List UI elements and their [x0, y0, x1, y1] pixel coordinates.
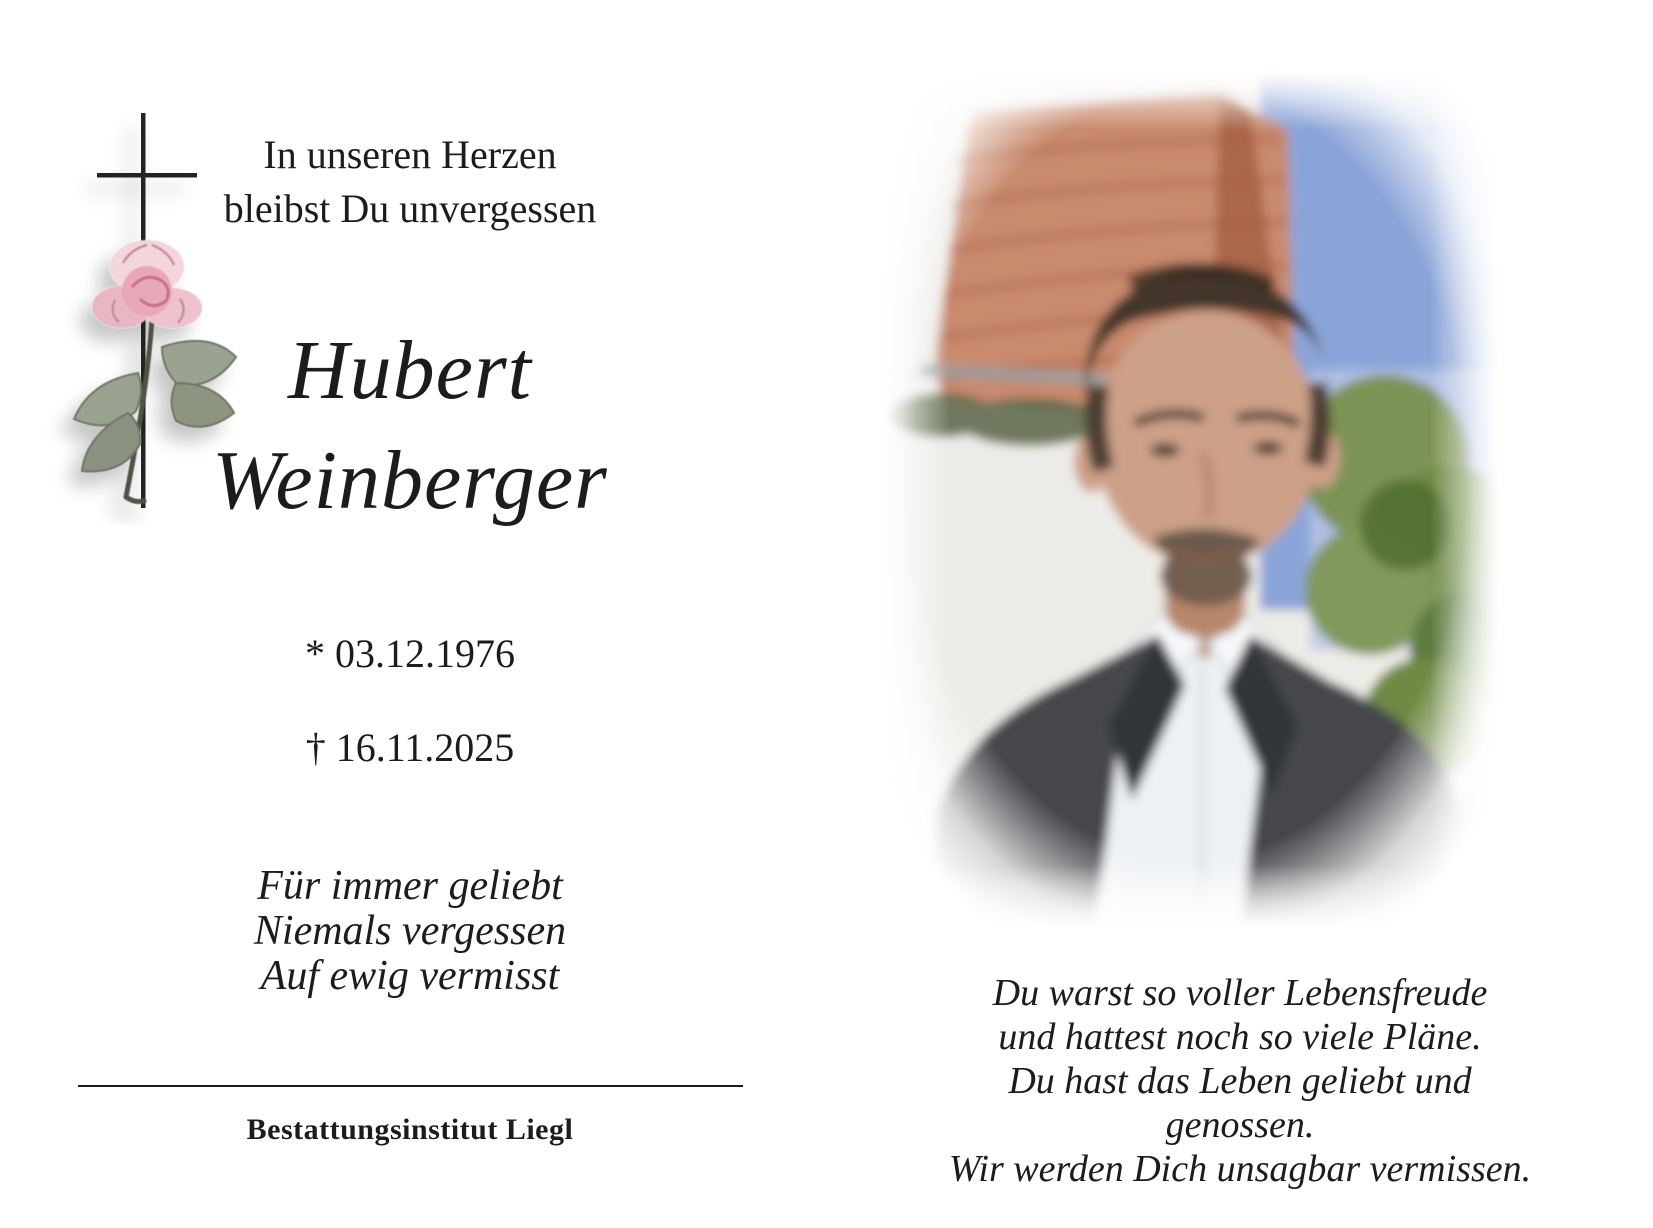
- portrait-photo-svg: [880, 70, 1500, 930]
- birth-date: * 03.12.1976: [305, 631, 515, 676]
- right-verse-line-2: und hattest noch so viele Pläne.: [998, 1016, 1482, 1058]
- death-date: † 16.11.2025: [305, 725, 515, 770]
- right-verse-line-3: Du hast das Leben geliebt und genossen.: [1008, 1060, 1472, 1146]
- deceased-last-name: Weinberger: [212, 434, 608, 527]
- right-verse-line-4: Wir werden Dich unsagbar vermissen.: [948, 1148, 1532, 1190]
- left-verse-line-3: Auf ewig vermisst: [260, 953, 560, 999]
- deceased-first-name: Hubert: [288, 324, 532, 417]
- right-verse-line-1: Du warst so voller Lebensfreude: [992, 972, 1488, 1014]
- portrait-photo: [880, 70, 1500, 930]
- funeral-home-name: Bestattungsinstitut Liegl: [246, 1113, 574, 1146]
- header-line-2: bleibst Du unvergessen: [223, 186, 597, 231]
- left-verse: [110, 864, 710, 999]
- right-verse: [930, 971, 1550, 1191]
- left-verse-line-1: Für immer geliebt: [257, 863, 563, 909]
- deceased-name: [80, 316, 740, 536]
- header-line-1: In unseren Herzen: [263, 132, 557, 177]
- left-verse-line-2: Niemals vergessen: [253, 908, 567, 954]
- header-text: [110, 128, 710, 236]
- divider-line: [78, 1085, 743, 1087]
- photo-vignette: [880, 70, 1500, 930]
